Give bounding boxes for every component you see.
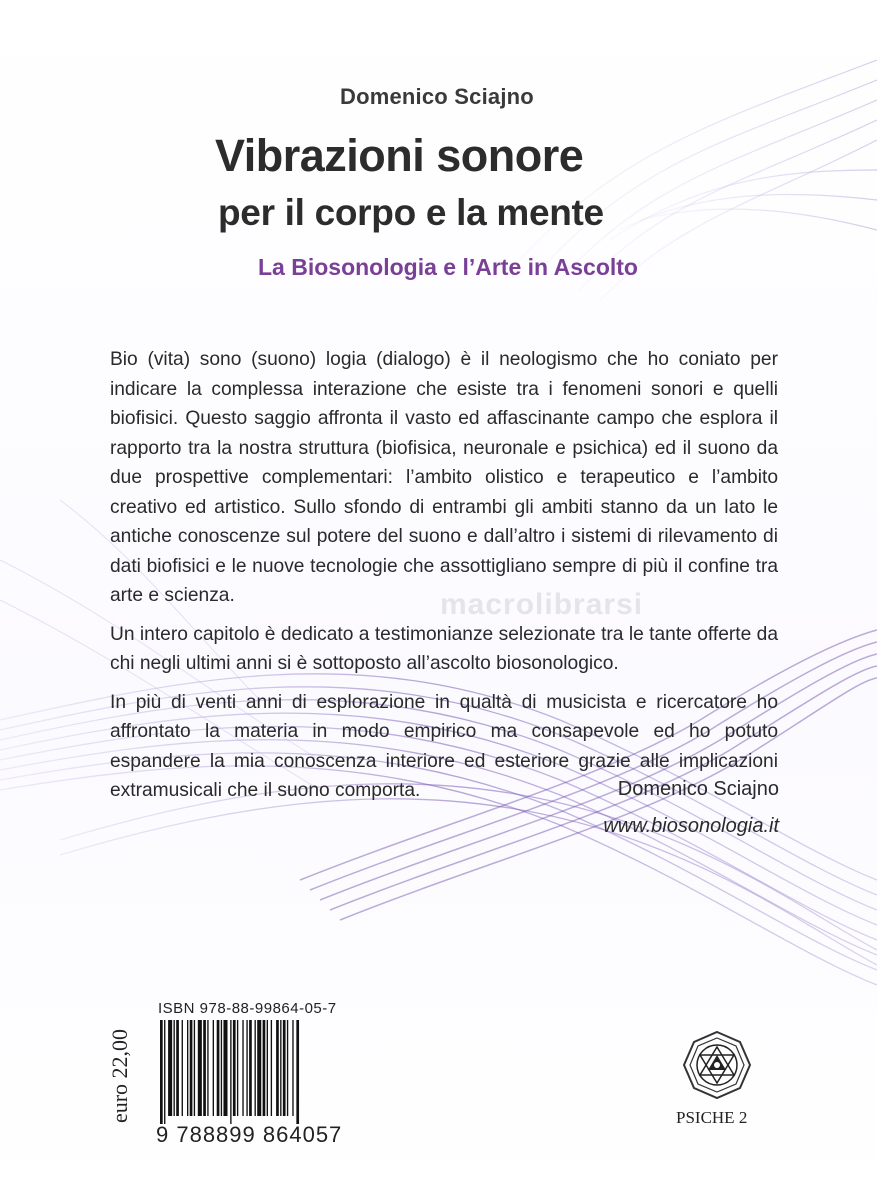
blurb-paragraph: Bio (vita) sono (suono) logia (dialogo) è il neologismo che ho coniato per indicare la complessa interazione che esiste tra i fenomeni sonori e quelli biofisici. Questo saggio affronta il vasto ed affascinante campo che esplora il rapporto tra la nostra struttura (biofisica, neuronale e psichica) ed il suono da due prospettive complementari: l’ambito olistico e terapeutico e l’ambito creativo ed artistico. Sullo sfondo di entrambi gli ambiti stanno da un lato le antiche conoscenze sul potere del suono e dall’altro i sistemi di rilevamento di dati biofisici e le nuove tecnologie che assottigliano sempre di più il confine tra arte e scienza. (110, 349, 778, 606)
publisher-name: PSICHE 2 (676, 1108, 748, 1127)
publisher-logo-icon (682, 1030, 752, 1100)
barcode (158, 1020, 348, 1130)
barcode-digits: 9 788899 864057 (156, 1122, 343, 1147)
author-name: Domenico Sciajno (340, 84, 534, 109)
book-title: Vibrazioni sonore (215, 130, 584, 181)
signature-name: Domenico Sciajno (617, 778, 779, 800)
signature-url: www.biosonologia.it (603, 815, 779, 837)
blurb-paragraph: Un intero capitolo è dedicato a testimonianze selezionate tra le tante offerte da chi negli ultimi anni si è sottoposto all’ascolto biosonologico. (110, 623, 778, 674)
book-subtitle: La Biosonologia e l’Arte in Ascolto (258, 254, 638, 280)
price-label (100, 1008, 140, 1148)
blurb (110, 345, 778, 815)
watermark-text: macrolibrarsi (440, 588, 644, 621)
blurb-paragraph: In più di venti anni di esplorazione in qualtà di musicista e ricercatore ho affrontato la materia in modo empirico ma consapevole ed ho potuto espandere la mia conoscenza interiore ed esteriore grazie alle implicazioni extramusicali che il suono comporta. (110, 691, 778, 801)
isbn-text: ISBN 978-88-99864-05-7 (158, 1000, 337, 1017)
price-text: euro 22,00 (107, 1028, 132, 1124)
book-title-line2: per il corpo e la mente (218, 192, 604, 233)
